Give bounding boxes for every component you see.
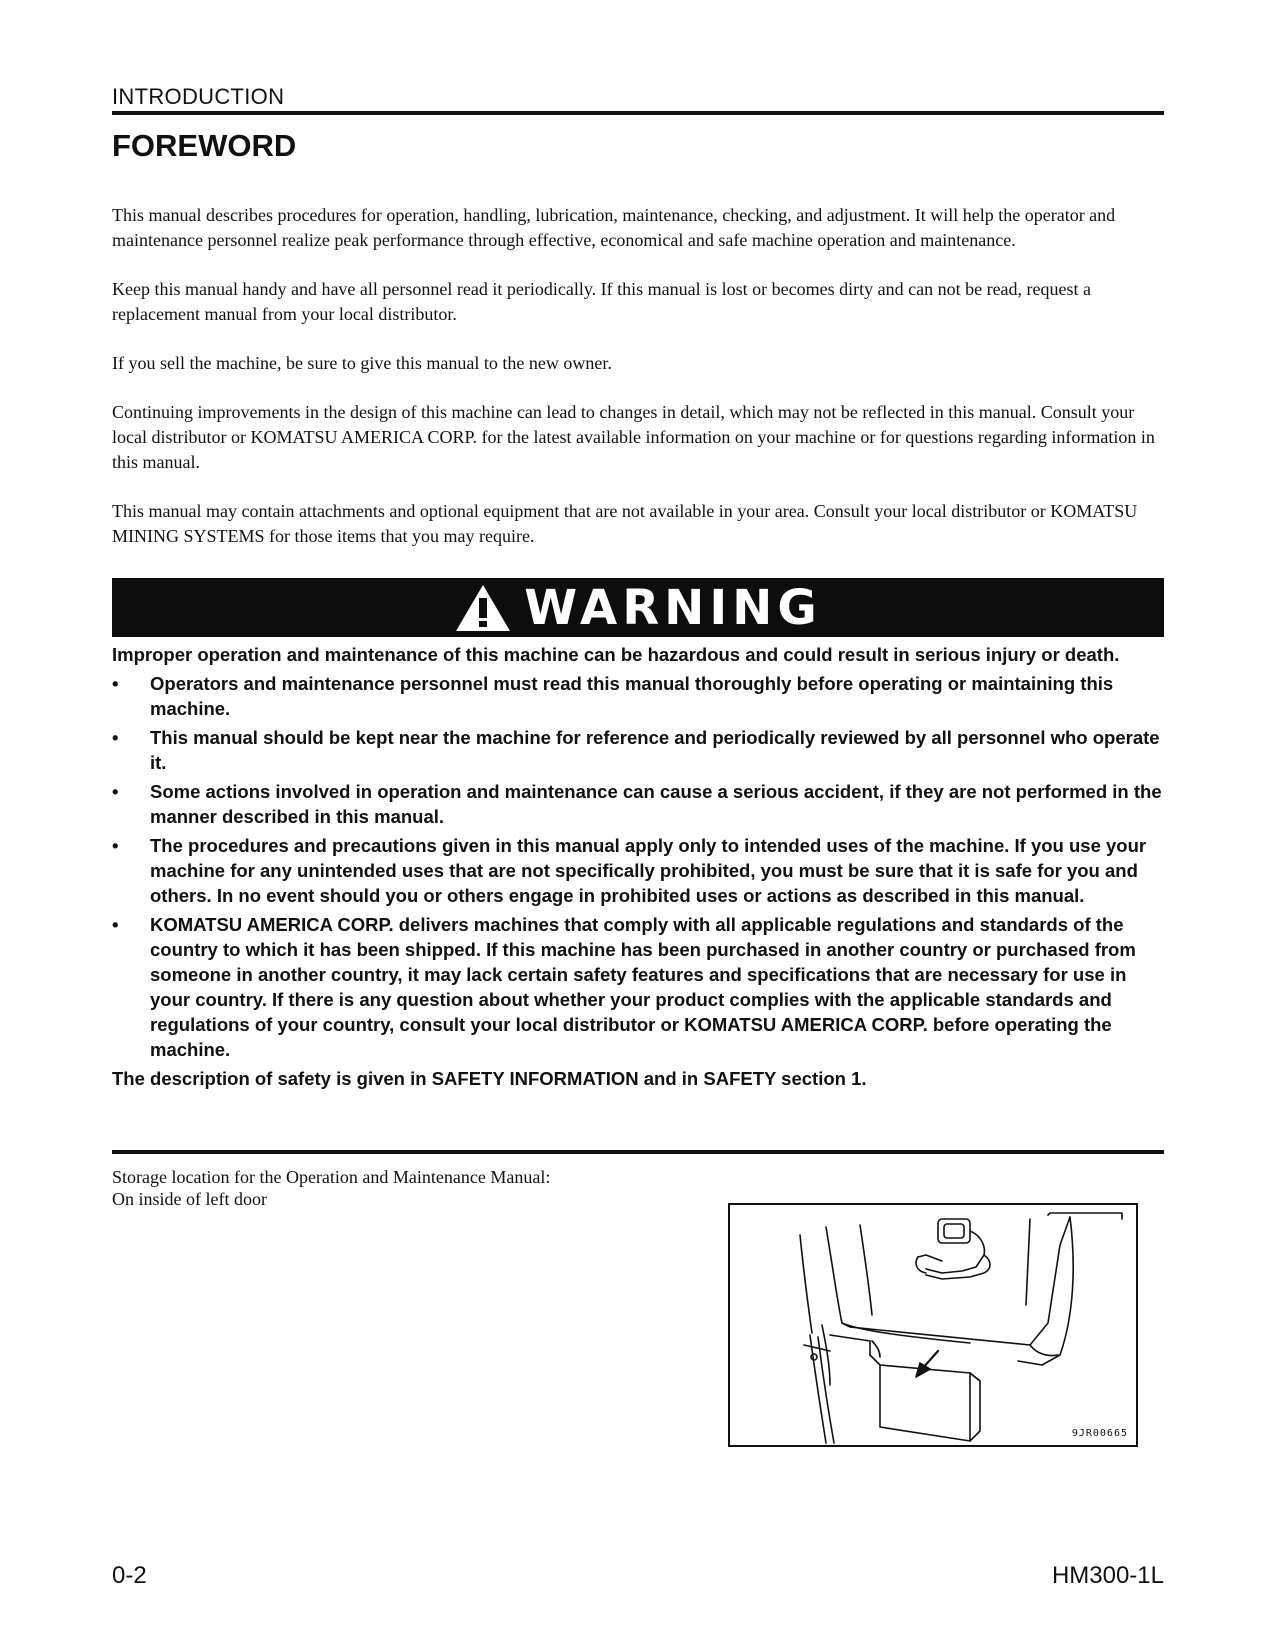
list-item <box>112 725 1167 775</box>
storage-line: On inside of left door <box>112 1189 267 1209</box>
door-illustration <box>728 1203 1138 1447</box>
bullet: • <box>112 914 119 935</box>
storage-location <box>112 1166 672 1210</box>
list-item-text: Operators and maintenance personnel must read this manual thoroughly before operating or maintaining this machine. <box>150 673 1114 719</box>
storage-line: Storage location for the Operation and Maintenance Manual: <box>112 1167 551 1187</box>
bullet: • <box>112 727 119 748</box>
list-item <box>112 833 1167 908</box>
warning-label: WARNING <box>524 579 822 636</box>
warning-footer: The description of safety is given in SAFETY INFORMATION and in SAFETY section 1. <box>112 1068 867 1089</box>
warning-list <box>112 671 1167 1062</box>
foreword-paragraph: Continuing improvements in the design of this machine can lead to changes in detail, which may not be reflected in this manual. Consult your local distributor or KOMATSU AMERICA CORP. for the latest available information on your machine or for questions regarding information in this manual. <box>112 402 1155 472</box>
foreword-paragraph: This manual describes procedures for operation, handling, lubrication, maintenance, checking, and adjustment. It will help the operator and maintenance personnel realize peak performance through effective, economical and safe machine operation and maintenance. <box>112 205 1116 250</box>
divider <box>112 1150 1164 1154</box>
list-item-text: Some actions involved in operation and maintenance can cause a serious accident, if they are not performed in the manner described in this manual. <box>150 781 1162 827</box>
list-item-text: The procedures and precautions given in this manual apply only to intended uses of the machine. If you use your machine for any unintended uses that are not specifically prohibited, you must be sure that it is safe for you and others. In no event should you or others engage in prohibited uses or actions as described in this manual. <box>150 835 1147 906</box>
bullet: • <box>112 673 119 694</box>
foreword-paragraph: Keep this manual handy and have all personnel read it periodically. If this manual is lost or becomes dirty and can not be read, request a replacement manual from your local distributor. <box>112 279 1092 324</box>
warning-lead: Improper operation and maintenance of this machine can be hazardous and could result in serious injury or death. <box>112 644 1120 665</box>
door-manual-pocket-illustration <box>730 1205 1136 1445</box>
section-heading: INTRODUCTION <box>112 84 1164 115</box>
bullet: • <box>112 835 119 856</box>
figure-id: 9JR00665 <box>1071 1428 1128 1439</box>
list-item-text: KOMATSU AMERICA CORP. delivers machines that comply with all applicable regulations and standards of the country to which it has been shipped. If this machine has been purchased in another country or purchased from someone in another country, it may lack certain safety features and specifications that are necessary for use in your country. If there is any question about whether your product complies with the applicable standards and regulations of your country, consult your local distributor or KOMATSU AMERICA CORP. before operating the machine. <box>150 914 1136 1060</box>
foreword-body <box>112 203 1167 573</box>
list-item <box>112 779 1167 829</box>
list-item <box>112 912 1167 1062</box>
warning-banner <box>112 578 1164 637</box>
foreword-paragraph: If you sell the machine, be sure to give this manual to the new owner. <box>112 353 612 373</box>
page-title: FOREWORD <box>112 128 297 163</box>
list-item-text: This manual should be kept near the machine for reference and periodically reviewed by all personnel who operate it. <box>150 727 1160 773</box>
warning-triangle-icon <box>454 583 512 633</box>
model-number: HM300-1L <box>1051 1562 1164 1589</box>
page-number: 0-2 <box>112 1562 147 1589</box>
list-item <box>112 671 1167 721</box>
warning-body <box>112 642 1167 1091</box>
bullet: • <box>112 781 119 802</box>
foreword-paragraph: This manual may contain attachments and optional equipment that are not available in your area. Consult your local distributor or KOMATSU MINING SYSTEMS for those items that you may require. <box>112 501 1138 546</box>
